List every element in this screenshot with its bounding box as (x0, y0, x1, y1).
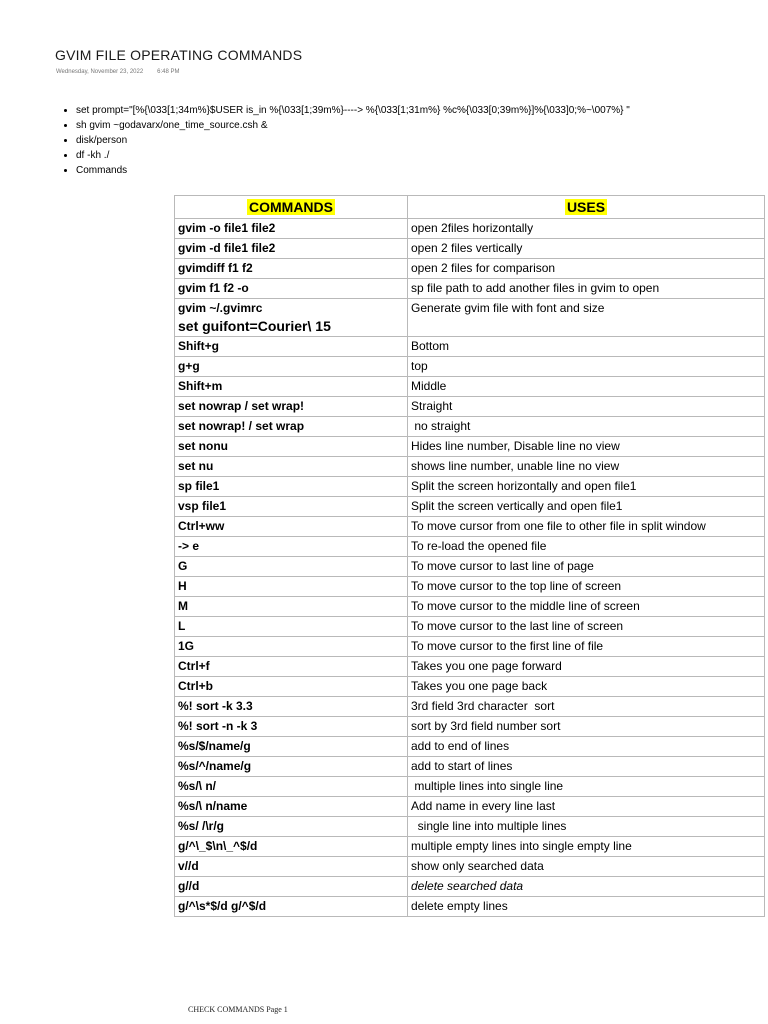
command-cell (175, 677, 408, 697)
use-cell: no straight (408, 417, 765, 437)
table-row (175, 557, 765, 577)
command-cell (175, 259, 408, 279)
command-cell (175, 717, 408, 737)
command-text: Ctrl+f (178, 659, 210, 673)
timestamp (56, 69, 180, 75)
table-row (175, 797, 765, 817)
command-cell (175, 577, 408, 597)
use-cell: To move cursor from one file to other file in split window (408, 517, 765, 537)
header-commands: COMMANDS (175, 196, 408, 219)
table-row (175, 299, 765, 337)
use-cell: 3rd field 3rd character sort (408, 697, 765, 717)
use-cell: Hides line number, Disable line no view (408, 437, 765, 457)
command-cell (175, 219, 408, 239)
table-row (175, 677, 765, 697)
table-row (175, 497, 765, 517)
table-row (175, 637, 765, 657)
use-cell: multiple empty lines into single empty line (408, 837, 765, 857)
use-cell: To move cursor to the last line of screen (408, 617, 765, 637)
use-cell: shows line number, unable line no view (408, 457, 765, 477)
command-subtext: set guifont=Courier\ 15 (178, 318, 331, 334)
command-text: g+g (178, 359, 200, 373)
command-cell (175, 377, 408, 397)
use-cell: sp file path to add another files in gvim to open (408, 279, 765, 299)
command-text: %! sort -n -k 3 (178, 719, 258, 733)
command-text: Ctrl+b (178, 679, 214, 693)
table-row (175, 437, 765, 457)
command-cell (175, 239, 408, 259)
command-cell (175, 279, 408, 299)
bullet-item: • disk/person (76, 133, 630, 148)
command-text: L (178, 619, 186, 633)
use-cell: multiple lines into single line (408, 777, 765, 797)
command-text: %s/\ n/name (178, 799, 248, 813)
command-text: H (178, 579, 187, 593)
use-cell: show only searched data (408, 857, 765, 877)
command-text: gvimdiff f1 f2 (178, 261, 253, 275)
bullet-item: • Commands (76, 163, 630, 178)
table-row (175, 517, 765, 537)
table-header-row (175, 196, 765, 219)
command-cell (175, 537, 408, 557)
command-cell (175, 337, 408, 357)
command-cell (175, 797, 408, 817)
page-footer: CHECK COMMANDS Page 1 (188, 1005, 288, 1014)
use-cell: open 2files horizontally (408, 219, 765, 239)
command-cell (175, 597, 408, 617)
command-text: g//d (178, 879, 200, 893)
use-cell: Split the screen vertically and open file1 (408, 497, 765, 517)
command-text: M (178, 599, 188, 613)
use-cell: Takes you one page forward (408, 657, 765, 677)
use-cell: single line into multiple lines (408, 817, 765, 837)
command-cell (175, 777, 408, 797)
command-text: set nu (178, 459, 214, 473)
table-row (175, 259, 765, 279)
command-cell (175, 837, 408, 857)
table-row (175, 457, 765, 477)
page-title: GVIM FILE OPERATING COMMANDS (55, 47, 303, 63)
table-row (175, 219, 765, 239)
command-text: Shift+m (178, 379, 223, 393)
table-row (175, 857, 765, 877)
command-text: sp file1 (178, 479, 220, 493)
command-text: Ctrl+ww (178, 519, 225, 533)
table-row (175, 239, 765, 259)
table-row (175, 397, 765, 417)
command-cell (175, 637, 408, 657)
command-cell (175, 857, 408, 877)
use-cell: Straight (408, 397, 765, 417)
command-cell (175, 497, 408, 517)
use-cell: To re-load the opened file (408, 537, 765, 557)
use-cell: Split the screen horizontally and open file1 (408, 477, 765, 497)
command-text: %s/ /\r/g (178, 819, 225, 833)
use-cell: To move cursor to the first line of file (408, 637, 765, 657)
command-text: gvim f1 f2 -o (178, 281, 249, 295)
use-cell: Takes you one page back (408, 677, 765, 697)
table-row (175, 417, 765, 437)
command-text: set nonu (178, 439, 228, 453)
command-cell (175, 617, 408, 637)
command-cell (175, 897, 408, 917)
use-cell: To move cursor to last line of page (408, 557, 765, 577)
table-row (175, 877, 765, 897)
command-text: Shift+g (178, 339, 219, 353)
use-cell: open 2 files vertically (408, 239, 765, 259)
command-text: set nowrap / set wrap! (178, 399, 305, 413)
table-row (175, 597, 765, 617)
table-row (175, 657, 765, 677)
table-row (175, 577, 765, 597)
bullet-item: • set prompt="[%{\033[1;34m%}$USER is_in %{\033[1;39m%}----> %{\033[1;31m%} %c%{\033[0;39m%}]%{\033]0;%~\007%} " (76, 103, 630, 118)
table-row (175, 777, 765, 797)
use-cell: add to end of lines (408, 737, 765, 757)
use-cell: top (408, 357, 765, 377)
command-cell (175, 477, 408, 497)
command-cell (175, 697, 408, 717)
command-cell (175, 757, 408, 777)
command-text: %s/$/name/g (178, 739, 251, 753)
command-cell (175, 517, 408, 537)
use-cell: To move cursor to the top line of screen (408, 577, 765, 597)
command-cell (175, 457, 408, 477)
command-cell (175, 417, 408, 437)
command-cell (175, 657, 408, 677)
command-cell (175, 817, 408, 837)
table-row (175, 377, 765, 397)
use-cell: Middle (408, 377, 765, 397)
table-row (175, 357, 765, 377)
bullet-item: • sh gvim ~godavarx/one_time_source.csh & (76, 118, 630, 133)
command-text: 1G (178, 639, 195, 653)
command-text: vsp file1 (178, 499, 227, 513)
use-cell: add to start of lines (408, 757, 765, 777)
command-text: gvim -d file1 file2 (178, 241, 276, 255)
command-text: %s/^/name/g (178, 759, 252, 773)
use-cell: delete searched data (408, 877, 765, 897)
bullet-list (54, 103, 630, 178)
date-label: Wednesday, November 23, 2022 (56, 69, 144, 75)
use-cell: To move cursor to the middle line of screen (408, 597, 765, 617)
use-cell: open 2 files for comparison (408, 259, 765, 279)
use-cell: sort by 3rd field number sort (408, 717, 765, 737)
use-cell: delete empty lines (408, 897, 765, 917)
table-row (175, 279, 765, 299)
command-text: v//d (178, 859, 199, 873)
command-cell (175, 877, 408, 897)
command-text: g/^\_$\n\_^$/d (178, 839, 258, 853)
command-cell (175, 357, 408, 377)
command-cell (175, 299, 408, 337)
table-row (175, 817, 765, 837)
command-text: gvim ~/.gvimrc (178, 301, 263, 315)
command-cell (175, 397, 408, 417)
time-label: 6:48 PM (157, 69, 180, 75)
command-text: G (178, 559, 188, 573)
table-row (175, 477, 765, 497)
command-text: gvim -o file1 file2 (178, 221, 276, 235)
table-row (175, 717, 765, 737)
command-text: %! sort -k 3.3 (178, 699, 253, 713)
table-row (175, 337, 765, 357)
command-text: %s/\ n/ (178, 779, 217, 793)
use-cell: Bottom (408, 337, 765, 357)
header-uses: USES (408, 196, 765, 219)
command-text: g/^\s*$/d g/^$/d (178, 899, 267, 913)
use-cell: Generate gvim file with font and size (408, 299, 765, 337)
command-cell (175, 557, 408, 577)
bullet-item: • df -kh ./ (76, 148, 630, 163)
table-row (175, 537, 765, 557)
command-text: -> e (178, 539, 200, 553)
table-row (175, 697, 765, 717)
table-row (175, 757, 765, 777)
command-text: set nowrap! / set wrap (178, 419, 305, 433)
command-cell (175, 437, 408, 457)
table-row (175, 897, 765, 917)
table-row (175, 737, 765, 757)
command-cell (175, 737, 408, 757)
commands-table (174, 195, 765, 917)
table-row (175, 837, 765, 857)
table-row (175, 617, 765, 637)
use-cell: Add name in every line last (408, 797, 765, 817)
